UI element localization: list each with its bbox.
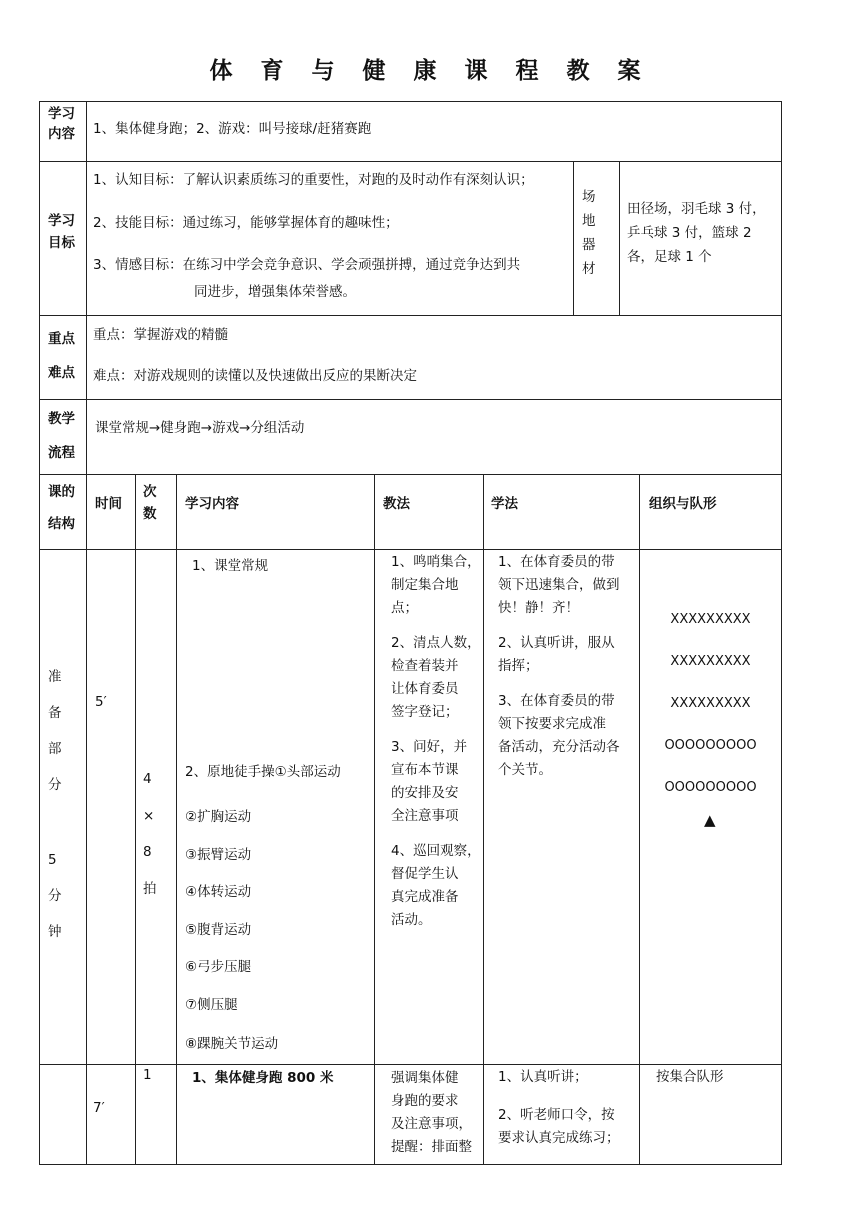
venue-label-cell <box>573 161 620 316</box>
run-learn-2: 2、听老师口令，按 要求认真完成练习； <box>498 1107 620 1146</box>
prep-teach-list <box>391 551 481 932</box>
header-count: 次 数 <box>143 484 157 522</box>
prep-time: 5′ <box>95 694 107 710</box>
prep-section-cell <box>39 549 87 1065</box>
prep-count: 4 × 8 拍 <box>143 771 157 897</box>
run-count-cell <box>135 1064 177 1165</box>
goal-skill: 2、技能目标：通过练习，能够掌握体育的趣味性； <box>93 215 399 231</box>
header-org: 组织与队形 <box>649 496 717 512</box>
learn-step-2: 2、认真听讲，服从 指挥； <box>498 635 615 674</box>
row-content-label: 学习 内容 <box>48 106 75 143</box>
formation-row-students: XXXXXXXXX <box>670 696 751 711</box>
formation-diagram <box>639 599 782 809</box>
run-learn-1: 1、认真听讲； <box>498 1069 588 1085</box>
header-content: 学习内容 <box>185 496 239 512</box>
prep-item-exercise: 2、原地徒手操①头部运动 <box>185 764 341 780</box>
teaching-flow: 课堂常规→健身跑→游戏→分组活动 <box>95 420 305 436</box>
run-item: 1、集体健身跑 800 米 <box>192 1070 334 1086</box>
goal-emotion-line1: 3、情感目标：在练习中学会竞争意识、学会顽强拼搏，通过竞争达到共 <box>93 257 521 273</box>
prep-time-cell <box>86 549 136 1065</box>
row-goal-label: 学习 目标 <box>48 213 75 251</box>
formation-row-students: XXXXXXXXX <box>670 654 751 669</box>
prep-item-routine: 1、课堂常规 <box>192 558 269 574</box>
difficulty-point: 难点：对游戏规则的读懂以及快速做出反应的果断决定 <box>93 368 417 384</box>
teach-step-2: 2、清点人数， 检查着装并 让体育委员 签字登记； <box>391 635 481 720</box>
header-time: 时间 <box>95 496 122 512</box>
row-key-label: 重点 难点 <box>48 331 75 381</box>
run-teach: 强调集体健 身跑的要求 及注意事项， 提醒：排面整 <box>391 1070 472 1155</box>
key-point: 重点：掌握游戏的精髓 <box>93 327 228 343</box>
run-section-cell <box>39 1064 87 1165</box>
goal-cognitive: 1、认知目标：了解认识素质练习的重要性，对跑的及时动作有深刻认识； <box>93 172 534 188</box>
prep-section-label-top: 准 备 部 分 <box>48 669 62 793</box>
teach-step-4: 4、巡回观察， 督促学生认 真完成准备 活动。 <box>391 843 481 928</box>
prep-exercise-moves: ②扩胸运动 ③振臂运动 ④体转运动 ⑤腹背运动 ⑥弓步压腿 ⑦侧压腿 ⑧踝腕关节运动 <box>185 809 279 1052</box>
formation-row-students: OOOOOOOOO <box>664 780 757 795</box>
lesson-content-text: 1、集体健身跑；2、游戏：叫号接球/赶猪赛跑 <box>93 121 372 137</box>
page-title: 体 育 与 健 康 课 程 教 案 <box>209 58 651 84</box>
teach-step-1: 1、鸣哨集合， 制定集合地 点； <box>391 554 481 616</box>
header-teach: 教法 <box>383 496 410 512</box>
header-learn: 学法 <box>491 496 518 512</box>
run-count: 1 <box>143 1067 152 1083</box>
row-flow-label: 教学 流程 <box>48 411 75 461</box>
run-org: 按集合队形 <box>656 1069 724 1085</box>
prep-section-label-bottom: 5 分 钟 <box>48 852 62 940</box>
header-structure: 课的 结构 <box>48 484 75 532</box>
learn-step-3: 3、在体育委员的带 领下按要求完成准 备活动，充分活动各 个关节。 <box>498 693 620 778</box>
formation-row-students: XXXXXXXXX <box>670 612 751 627</box>
learn-step-1: 1、在体育委员的带 领下迅速集合，做到 快！静！齐！ <box>498 554 620 616</box>
venue-equipment: 田径场，羽毛球 3 付， 乒乓球 3 付，篮球 2 各，足球 1 个 <box>627 201 766 265</box>
formation-row-students: OOOOOOOOO <box>664 738 757 753</box>
teacher-triangle-icon: ▲ <box>704 811 716 829</box>
prep-learn-list <box>498 551 620 782</box>
run-time: 7′ <box>93 1100 105 1116</box>
venue-label: 场 地 器 材 <box>582 189 596 277</box>
goal-emotion-line2: 同进步，增强集体荣誉感。 <box>194 284 356 300</box>
teach-step-3: 3、问好，并 宣布本节课 的安排及安 全注意事项 <box>391 739 468 824</box>
